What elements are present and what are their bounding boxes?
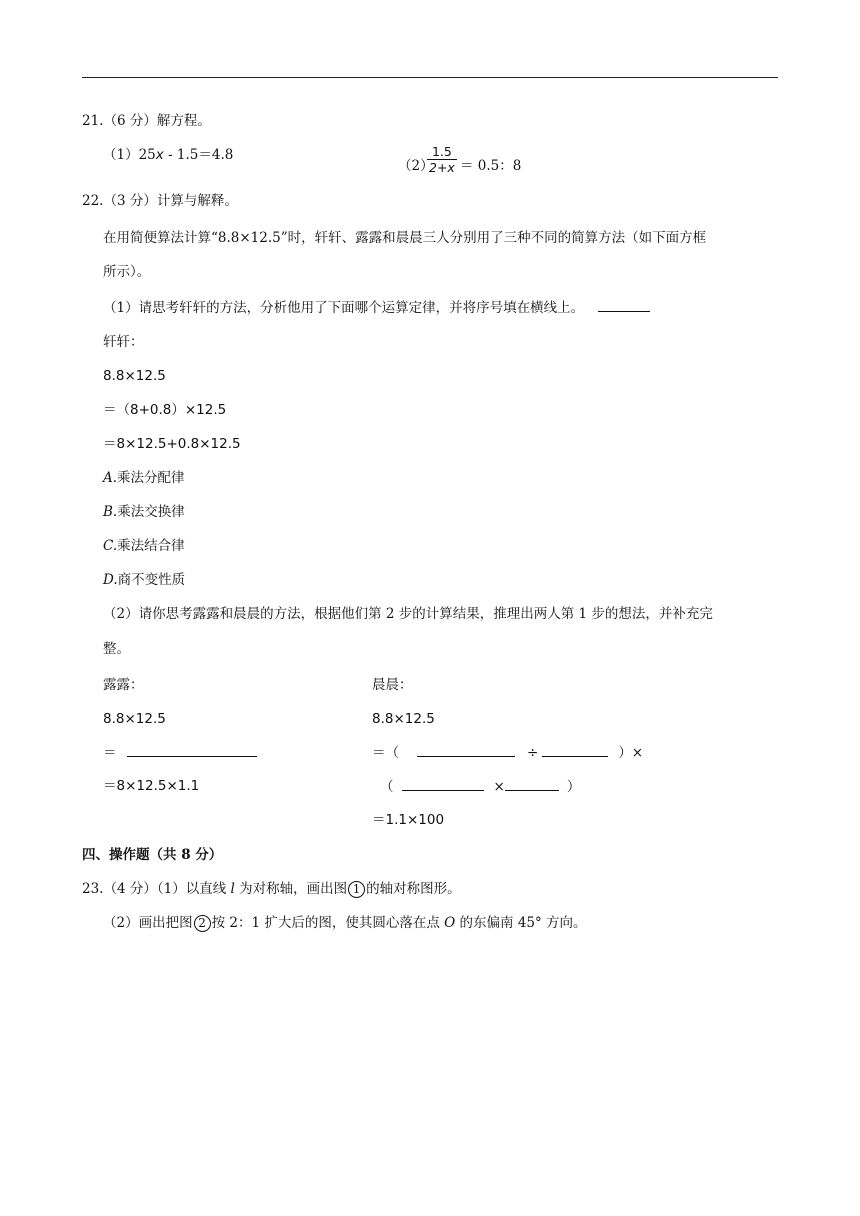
q23-part1: 23.（4 分）（1）以直线 l 为对称轴，画出图 1 的轴对称图形。 — [82, 881, 461, 897]
fraction-numerator: 1.5 — [431, 144, 452, 159]
chenchen-step-1b: （ × ） — [380, 779, 581, 795]
answer-blank-chen-4[interactable] — [505, 777, 559, 791]
section-title: 四、操作题（共 8 分） — [82, 847, 223, 863]
chenchen-step-0: 8.8×12.5 — [372, 711, 435, 727]
option-a: A.乘法分配律 — [103, 470, 185, 486]
q22-intro-line-2: 所示）。 — [103, 264, 151, 280]
answer-blank-chen-1[interactable] — [417, 743, 515, 757]
q22-intro-line-1: 在用简便算法计算“8.8×12.5”时，轩轩、露露和晨晨三人分别用了三种不同的简算方法（如下面方框 — [103, 230, 707, 246]
lulu-step-1: ＝ — [103, 743, 257, 762]
answer-blank-lulu[interactable] — [127, 743, 257, 757]
lulu-label: 露露： — [103, 677, 144, 693]
chenchen-step-1a: ＝（ ÷ ）× — [372, 745, 644, 761]
q21-equation-2-label: （2） — [398, 158, 434, 174]
lulu-step-2: ＝8×12.5×1.1 — [103, 778, 200, 794]
q21-equation-2-rest: ＝ 0.5：8 — [460, 158, 522, 174]
figure-1-marker: 1 — [348, 881, 365, 898]
chenchen-label: 晨晨： — [372, 677, 413, 693]
q21-heading: 21.（6 分）解方程。 — [82, 113, 211, 129]
q22-heading: 22.（3 分）计算与解释。 — [82, 193, 238, 209]
q22-part2-line-1: （2）请你思考露露和晨晨的方法，根据他们第 2 步的计算结果，推理出两人第 1 步的想法，并补充完 — [103, 606, 713, 622]
option-d: D.商不变性质 — [103, 572, 186, 588]
q22-part1-prompt: （1）请思考轩轩的方法，分析他用了下面哪个运算定律，并将序号填在横线上。 — [103, 298, 650, 317]
xuanxuan-step-2: ＝8×12.5+0.8×12.5 — [103, 436, 241, 452]
xuanxuan-step-1: ＝（8+0.8）×12.5 — [103, 402, 227, 418]
answer-blank-chen-3[interactable] — [402, 777, 484, 791]
q21-equation-1: （1）25x - 1.5＝4.8 — [103, 147, 234, 163]
q21-fraction — [427, 144, 457, 175]
answer-blank-chen-2[interactable] — [542, 743, 608, 757]
q22-part2-line-2: 整。 — [103, 641, 130, 657]
figure-2-marker: 2 — [194, 915, 211, 932]
option-b: B.乘法交换律 — [103, 504, 185, 520]
q23-part2: （2）画出把图 2 按 2：1 扩大后的图，使其圆心落在点 O 的东偏南 45° 方向。 — [103, 915, 587, 931]
lulu-step-0: 8.8×12.5 — [103, 711, 166, 727]
chenchen-step-2: ＝1.1×100 — [372, 812, 445, 828]
xuanxuan-step-0: 8.8×12.5 — [103, 368, 166, 384]
answer-blank-part1[interactable] — [598, 298, 650, 312]
option-c: C.乘法结合律 — [103, 538, 185, 554]
header-rule — [82, 77, 778, 78]
fraction-denominator: 2+x — [429, 160, 455, 175]
xuanxuan-label: 轩轩： — [103, 334, 144, 350]
